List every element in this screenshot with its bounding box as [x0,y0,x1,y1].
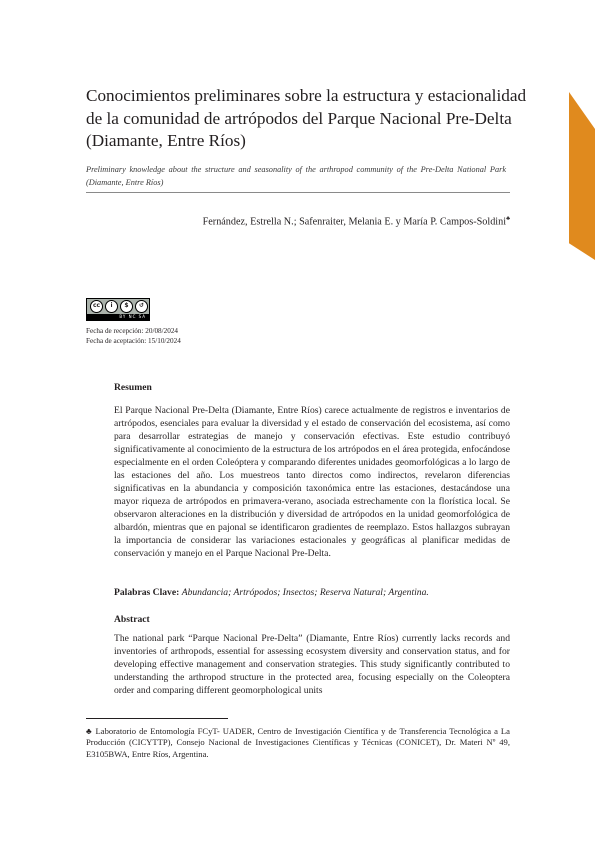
resumen-heading: Resumen [114,382,152,393]
title-divider [86,192,510,193]
resumen-body: El Parque Nacional Pre-Delta (Diamante, Entre Ríos) carece actualmente de registros e inventarios de artrópodos, esenciales para evaluar la diversidad y el estado de conservación del ecosistema, así como para desarrollar estrategias de manejo y conservación efectivas. Este estudio contribuyó significativamente al conocimiento de la estructura de los artrópodos en el área protegida, enfocándose especialmente en el orden Coleóptera y comparando diferentes unidades geomorfológicas a lo largo de las estaciones del año. Los muestreos tanto directos como indirectos, revelaron diferencias significativas en la abundancia y composición taxonómica entre las estaciones, destacándose una mayor riqueza de artrópodos en primavera-verano, asociada estrechamente con la florística local. Se observaron alteraciones en la distribución y diversidad de artrópodos en la unidad geomorfológica de albardón, mientras que en pajonal se identificaron gradientes de reemplazo. Estos hallazgos subrayan la importancia de considerar las variaciones estacionales y geográficas al planificar medidas de conservación y manejo en el Parque Nacional Pre-Delta. [114,405,510,559]
author-footnote-mark: ♣ [506,216,510,222]
english-title: Preliminary knowledge about the structure and seasonality of the arthropod community of the Pre-Delta National Park (Diamante, Entre Ríos) [86,165,506,187]
cc-badge-label: BY NC SA [87,314,149,320]
footnote-divider [86,718,228,719]
article-title: Conocimientos preliminares sobre la estructura y estacionalidad de la comunidad de artrópodos del Parque Nacional Pre-Delta (Diamante, Entre Ríos) [86,86,527,150]
abstract-heading: Abstract [114,614,150,625]
cc-license-badge[interactable] [86,298,150,321]
dates-block [86,326,181,346]
by-icon: i [105,300,118,313]
affiliation-footnote: ♣ Laboratorio de Entomología FCyT- UADER, Centro de Investigación Científica y de Transferencia Tecnológica a La Producción (CICYTTP), Consejo Nacional de Investigaciones Científicas y Técnicas (CONICET), Dr. Materi Nº 49, E3105BWA, Entre Ríos, Argentina. [86,726,510,759]
received-date: Fecha de recepción: 20/08/2024 [86,327,179,335]
orange-edge-tab [569,92,595,260]
nc-icon: $ [120,300,133,313]
keywords-label: Palabras Clave: [114,587,180,598]
abstract-body: The national park “Parque Nacional Pre-Delta” (Diamante, Entre Ríos) currently lacks records and inventories of arthropods, essential for assessing ecosystem diversity and conservation status, and for developing effective management and conservation strategies. This study significantly contributed to understanding the arthropod structure in the protected area, focusing especially on the Coleoptera order and comparing different geomorphological units [114,633,510,696]
keywords-values: Abundancia; Artrópodos; Insectos; Reserva Natural; Argentina. [181,587,429,598]
author-line [86,216,510,227]
keywords-line [114,587,510,598]
accepted-date: Fecha de aceptación: 15/10/2024 [86,337,181,345]
cc-icon: cc [90,300,103,313]
sa-icon: ↺ [135,300,148,313]
author-names: Fernández, Estrella N.; Safenraiter, Melania E. y María P. Campos-Soldini [202,216,507,228]
